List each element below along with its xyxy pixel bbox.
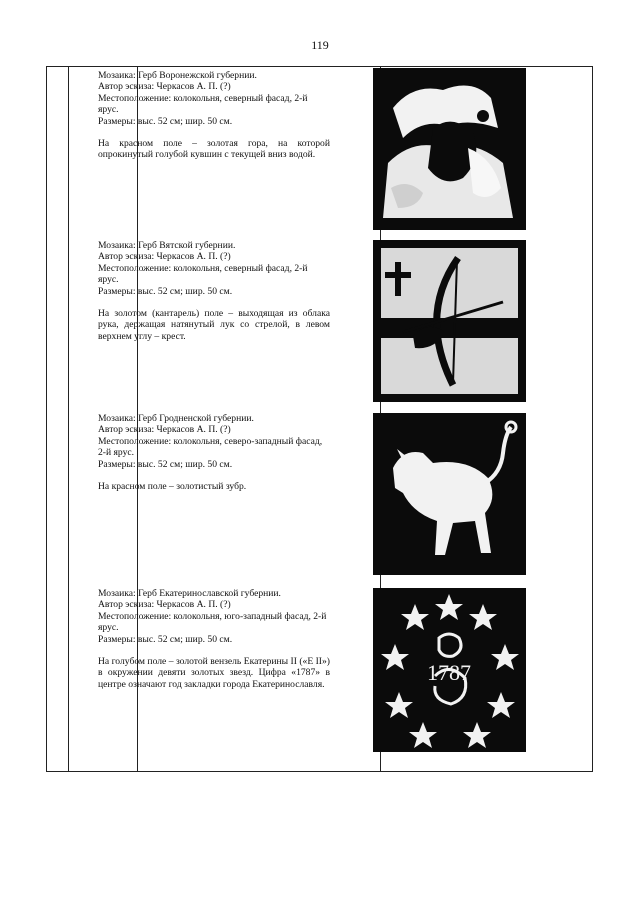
entry-size: Размеры: выс. 52 см; шир. 50 см. (98, 633, 233, 645)
entry-title: Мозаика: Герб Вятской губернии. (98, 240, 236, 251)
column-divider-1 (68, 67, 69, 771)
entry-location: Местоположение: колокольня, юго-западный фасад, 2-й ярус. (98, 610, 327, 634)
entry-vyatka (98, 240, 330, 342)
entry-description: На красном поле – золотистый зубр. (98, 481, 247, 493)
entry-location: Местоположение: колокольня, северный фасад, 2-й ярус. (98, 262, 308, 286)
entry-description: На голубом поле – золотой вензель Екатерины II («Е II») в окружении девяти золотых звезд. Цифра «1787» в центре означают год закладки города Екатеринославля. (98, 656, 330, 690)
entry-author: Автор эскиза: Черкасов А. П. (?) (98, 599, 231, 611)
entry-size: Размеры: выс. 52 см; шир. 50 см. (98, 458, 233, 470)
entry-author: Автор эскиза: Черкасов А. П. (?) (98, 424, 231, 436)
entry-size: Размеры: выс. 52 см; шир. 50 см. (98, 115, 233, 127)
photo-voronezh-coat-of-arms (373, 68, 526, 230)
photo-vyatka-coat-of-arms (373, 240, 526, 402)
monogram-year-text: 1787 (427, 660, 471, 685)
entry-description: На красном поле – золотая гора, на которой опрокинутый голубой кувшин с текущей вниз водой. (98, 138, 330, 161)
entry-location: Местоположение: колокольня, северный фасад, 2-й ярус. (98, 92, 308, 116)
entry-yekaterinoslav (98, 588, 330, 690)
entry-voronezh (98, 70, 330, 161)
entry-location: Местоположение: колокольня, северо-западный фасад, 2-й ярус. (98, 435, 323, 459)
photo-grodno-coat-of-arms (373, 413, 526, 575)
entry-title: Мозаика: Герб Гродненской губернии. (98, 413, 254, 424)
entry-description: На золотом (кантарель) поле – выходящая из облака рука, держащая натянутый лук со стрелой, в левом верхнем углу – крест. (98, 308, 330, 342)
entry-author: Автор эскиза: Черкасов А. П. (?) (98, 251, 231, 263)
entry-title: Мозаика: Герб Екатеринославской губернии. (98, 588, 281, 599)
entry-author: Автор эскиза: Черкасов А. П. (?) (98, 81, 231, 93)
page-number: 119 (311, 38, 329, 52)
photo-yekaterinoslav-coat-of-arms (373, 588, 526, 752)
entry-grodno (98, 413, 330, 492)
entry-title: Мозаика: Герб Воронежской губернии. (98, 70, 257, 81)
entry-size: Размеры: выс. 52 см; шир. 50 см. (98, 285, 233, 297)
